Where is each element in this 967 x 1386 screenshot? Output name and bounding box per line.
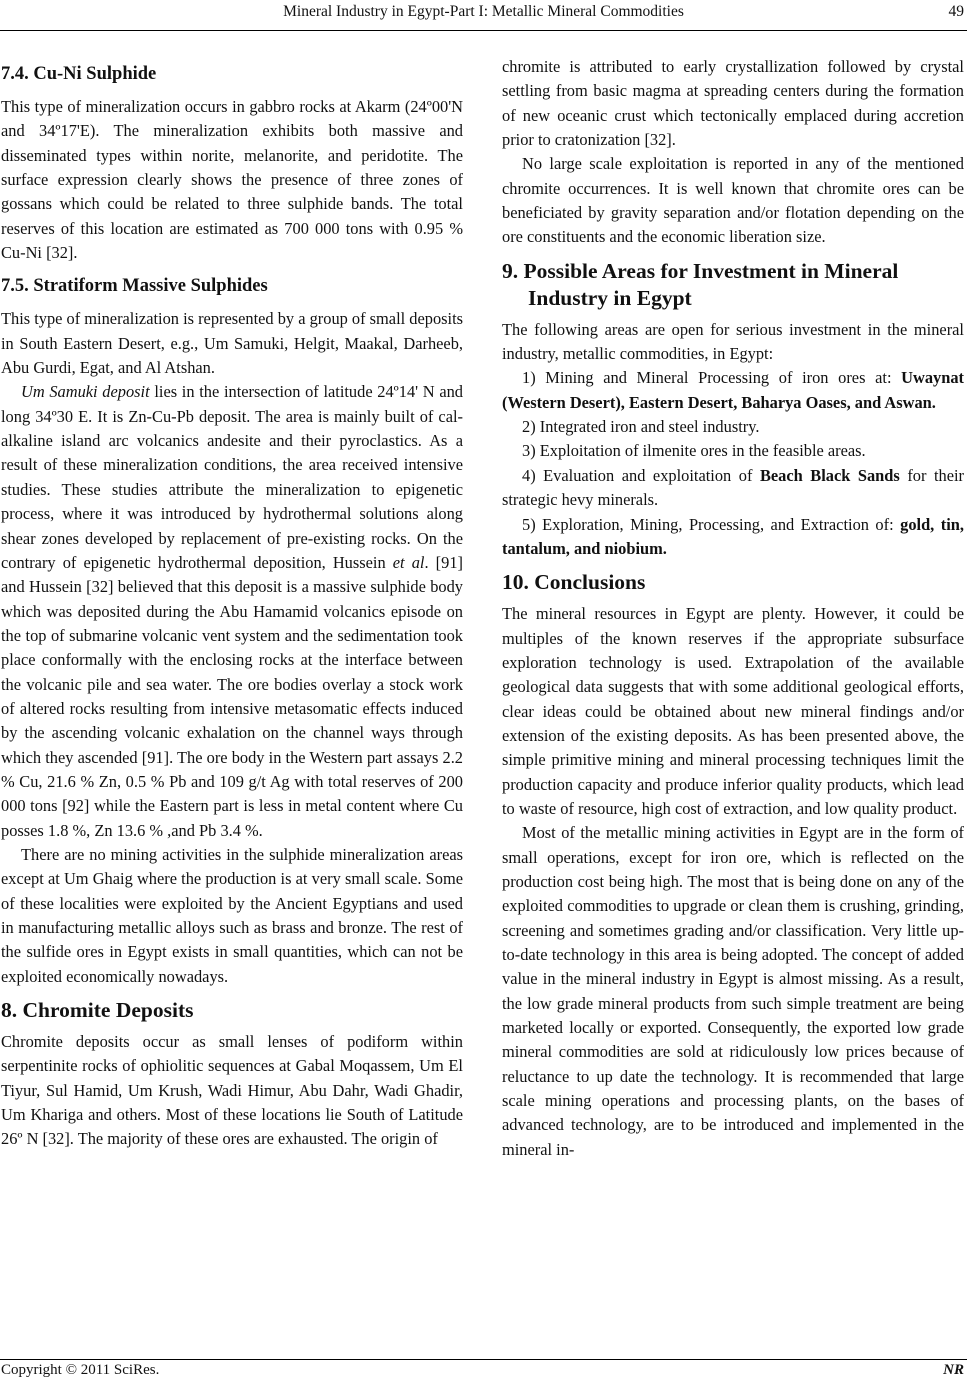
- section-heading-stratiform: 7.5. Stratiform Massive Sulphides: [1, 276, 268, 297]
- list-item-black-sands: [502, 464, 964, 513]
- list-item-black-sands-text-c: for their strategic hevy minerals.: [502, 465, 965, 510]
- left-column: [1, 55, 463, 1152]
- paragraph-conclusions-1: The mineral resources in Egypt are plenty. However, it could be multiples of the known reserves if the appropriate subsurface exploration technology is used. Extrapolation of the available geological data suggests that with some additional geological efforts, clear ideas could be obtained about new mineral findings and/or extension of the existing deposits. As has been presented above, the simple primitive mining and mineral processing techniques limit the production capacity and produce inferior quality products, which lead to waste of resource, high cost of extraction, and low quality product.: [502, 604, 964, 818]
- list-item-iron-ores-text: 1) Mining and Mineral Processing of iron ores at:: [522, 368, 902, 388]
- paragraph-investment-intro: The following areas are open for serious investment in the mineral industry, metallic commodities, in Egypt:: [502, 319, 964, 364]
- list-item-exploration: [502, 513, 964, 562]
- list-item-black-sands-text-a: 4) Evaluation and exploitation of: [522, 465, 760, 485]
- section-heading-conclusions: 10. Conclusions: [502, 570, 646, 595]
- paragraph-um-samuki-text-b: . [91] and Hussein [32] believed that this deposit is a massive sulphide body which was deposited during the Abu Hamamid volcanics episode on the top of submarine volcanic vent system and the sedimentation took place conformally with the enclosing rocks at the interface between the volcanic pile and sea water. The ore bodies overlay a stock work of altered rocks resulting from intensive metasomatic effects induced by the ascending volcanic exhalation on the channel ways through which they ascended [91]. The ore body in the Western part assays 2.2 % Cu, 21.6 % Zn, 0.5 % Pb and 109 g/t Ag with total reserves of 200 000 tons [92] while the Eastern part is less in metal content where Cu posses 1.8 %, Zn 13.6 % ,and Pb 3.4 %.: [1, 552, 463, 840]
- list-item-exploration-metals: gold, tin, tantalum, and niobium.: [502, 514, 964, 558]
- list-item-black-sands-bold: Beach Black Sands: [759, 465, 900, 485]
- paragraph-stratiform-intro: This type of mineralization is represented by a group of small deposits in South Eastern Desert, e.g., Um Samuki, Helgit, Maakal, Darheeb, Abu Gurdi, Egat, and Al Atshan.: [1, 309, 464, 378]
- paragraph-no-mining: There are no mining activities in the sulphide mineralization areas except at Um Ghaig where the production is at very small scale. Some of these localities were exploited by the Ancient Egyptians and used in manufacturing metallic alloys such as brass and bronze. The rest of the sulfide ores in Egypt exists in small quantities, which can not be exploited economically nowadays.: [1, 844, 463, 986]
- running-title: Mineral Industry in Egypt-Part I: Metallic Mineral Commodities: [283, 3, 684, 20]
- section-heading-cu-ni: 7.4. Cu-Ni Sulphide: [1, 64, 157, 84]
- italic-deposit-name: Um Samuki deposit: [21, 382, 150, 402]
- paragraph-chromite-origin: chromite is attributed to early crystallization followed by crystal settling from basic magma at spreading centers during the formation of new oceanic crust which tectonically emplaced during accretion prior to cratonization [32].: [502, 57, 964, 150]
- section-heading-investment: 9. Possible Areas for Investment in Mineral Industry in Egypt: [502, 258, 899, 310]
- italic-et-al: et al: [392, 552, 425, 572]
- right-column: [502, 55, 964, 1162]
- section-heading-chromite: 8. Chromite Deposits: [1, 998, 194, 1023]
- journal-abbreviation: NR: [943, 1362, 964, 1378]
- paragraph-cu-ni: This type of mineralization occurs in gabbro rocks at Akarm (24º00'N and 34º17'E). The mineralization exhibits both massive and disseminated types within norite, melanorite, and peridotite. The surface expression clearly shows the presence of three zones of gossans which could be related to three sulphide bands. The total reserves of this location are estimated as 700 000 tons with 0.95 % Cu-Ni [32].: [1, 97, 463, 263]
- footer-divider: [0, 1359, 967, 1360]
- paragraph-um-samuki: [1, 380, 463, 843]
- running-header: [0, 0, 967, 31]
- paragraph-conclusions-2: Most of the metallic mining activities in Egypt are in the form of small operations, except for iron ore, which is reflected on the production cost being high. The most that is being done on any of the exploited commodities to upgrade or clean them is crushing, grinding, screening and sometimes grading and/or classification. Very little up-to-date technology in this area is being adopted. The concept of added value in the mineral industry in Egypt is almost missing. As a result, the low grade mineral products from such simple treatment are being marketed locally or exported. Consequently, the exported low grade mineral commodities are sold at ridiculously low prices because of reluctance to up date the technology. It is recommended that large scale mining operations and processing plants, on the bases of advanced technology, are to be introduced and implemented in the mineral in-: [502, 823, 964, 1159]
- list-item-ilmenite: 3) Exploitation of ilmenite ores in the feasible areas.: [522, 441, 866, 461]
- copyright-notice: Copyright © 2011 SciRes.: [1, 1362, 160, 1378]
- list-item-iron-steel: 2) Integrated iron and steel industry.: [522, 417, 760, 437]
- list-item-exploration-text: 5) Exploration, Mining, Processing, and Extraction of:: [522, 514, 901, 534]
- page-number: 49: [948, 3, 964, 20]
- list-item-iron-ores: [502, 366, 964, 415]
- paragraph-chromite-exploitation: No large scale exploitation is reported in any of the mentioned chromite occurrences. It is well known that chromite ores can be beneficiated by gravity separation and/or flotation depending on the ore constituents and the economic liberation size.: [502, 154, 964, 247]
- paragraph-chromite: Chromite deposits occur as small lenses of podiform within serpentinite rocks of ophiolitic sequences at Gabal Moqassem, Um El Tiyur, Sul Hamid, Um Krush, Wadi Himur, Abu Dahr, Wadi Ghadir, Um Khariga and others. Most of these locations lie South of Latitude 26º N [32]. The majority of these ores are exhausted. The origin of: [1, 1032, 463, 1149]
- list-item-iron-ores-locations: Uwaynat (Western Desert), Eastern Desert, Baharya Oases, and Aswan.: [502, 368, 964, 412]
- paragraph-um-samuki-text-a: lies in the intersection of latitude 24º14' N and long 34º30 E. It is Zn-Cu-Pb deposit. The area is mainly built of cal-alkaline island arc volcanics andesite and their pyroclastics. As a result of these mineralization conditions, the area received intensive studies. These studies attribute the mineralization to epigenetic process, where it was introduced by hydrothermal solutions along shear zones developed by replacement of pre-existing rocks. On the contrary of epigenetic hydrothermal deposition, Hussein: [1, 382, 463, 572]
